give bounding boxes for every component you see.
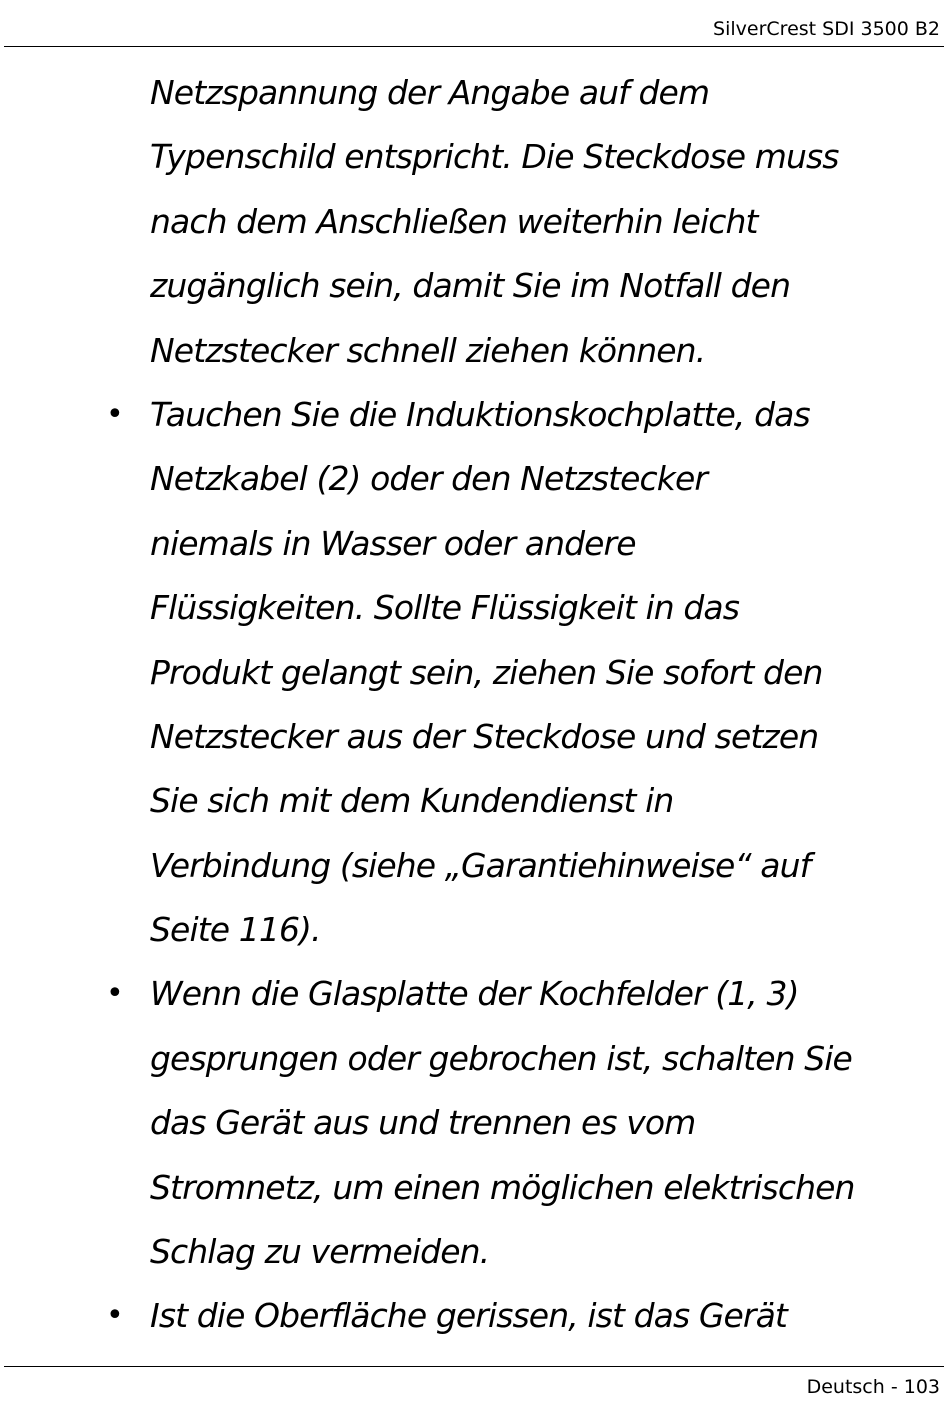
footer-rule [4,1366,944,1367]
bullet-icon: • [106,1298,123,1334]
text-line: das Gerät aus und trennen es vom [150,1103,696,1143]
list-item: • Wenn die Glasplatte der Kochfelder (1, 3) [150,962,940,1026]
text-line: Schlag zu vermeiden. [150,1232,490,1272]
list-item: • Tauchen Sie die Induktionskochplatte, das [150,383,940,447]
text-line: Netzspannung der Angabe auf dem [150,73,710,112]
text-line: Typenschild entspricht. Die Steckdose muss [150,137,839,177]
page-body [106,61,940,1349]
text-line: Netzstecker schnell ziehen können. [150,330,706,370]
text-line: Netzstecker aus der Steckdose und setzen [150,716,819,756]
text-line: Sie sich mit dem Kundendienst in [150,781,674,821]
text-line: Verbindung (siehe „Garantiehinweise“ auf [150,845,811,885]
text-line: nach dem Anschließen weiterhin leicht [150,201,758,241]
text-line: Netzkabel (2) oder den Netzstecker [150,459,708,499]
text-line: Stromnetz, um einen möglichen elektrischen [150,1167,855,1207]
header-rule [4,46,944,47]
text-line: Flüssigkeiten. Sollte Flüssigkeit in das [150,588,740,628]
bullet-icon: • [106,976,123,1012]
text-line: zugänglich sein, damit Sie im Notfall den [150,266,791,306]
text-line: Seite 116). [150,910,321,950]
text-line: Produkt gelangt sein, ziehen Sie sofort den [150,652,823,692]
running-header: SilverCrest SDI 3500 B2 [713,18,940,40]
page-number: Deutsch - 103 [806,1376,940,1398]
text-line: gesprungen oder gebrochen ist, schalten Sie [150,1038,852,1078]
bullet-icon: • [106,396,123,432]
text-line: niemals in Wasser oder andere [150,523,636,563]
list-item: • Ist die Oberfläche gerissen, ist das Gerät [150,1284,940,1348]
